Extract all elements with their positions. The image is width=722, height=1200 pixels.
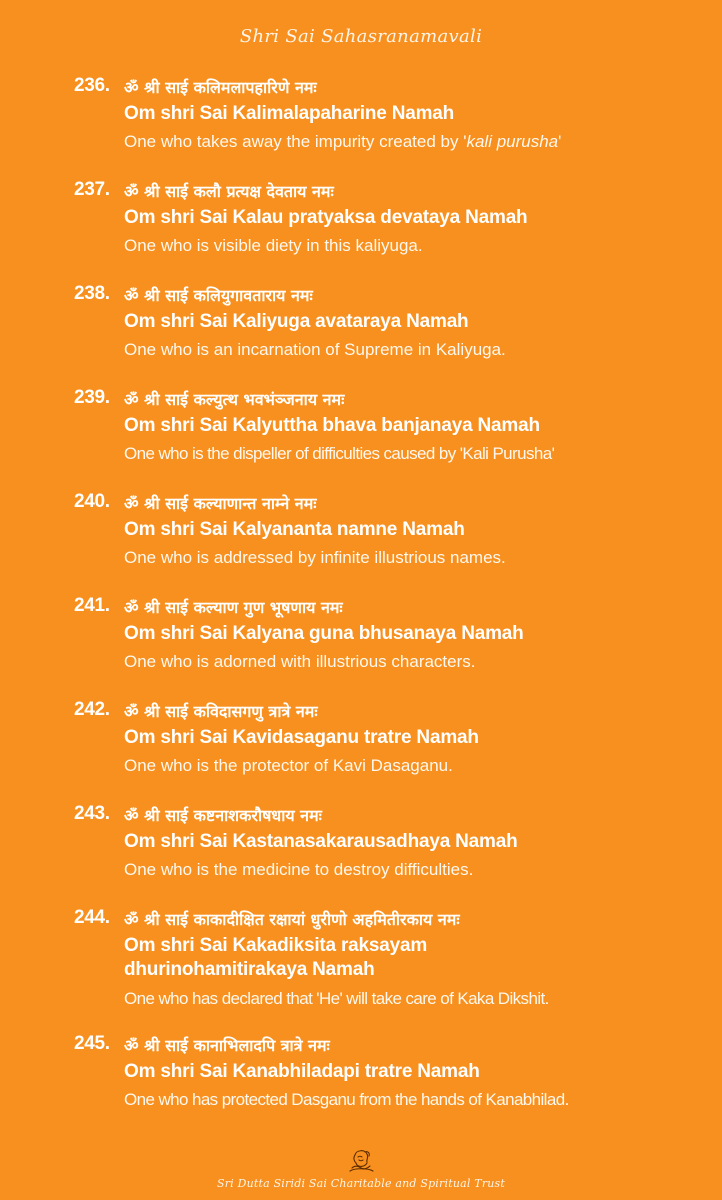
list-item bbox=[0, 699, 722, 803]
devanagari-mantra: ॐ श्री साई कष्टनाशकरौषधाय नमः bbox=[124, 806, 322, 825]
list-item bbox=[0, 491, 722, 595]
meaning: One who has declared that 'He' will take care of Kaka Dikshit. bbox=[124, 989, 549, 1008]
footer-trust-name: Sri Dutta Siridi Sai Charitable and Spiritual Trust bbox=[216, 1177, 506, 1190]
list-item bbox=[0, 283, 722, 387]
devanagari-mantra: ॐ श्री साई कलिमलापहारिणे नमः bbox=[124, 78, 317, 97]
list-item bbox=[0, 595, 722, 699]
entry-number: 240. bbox=[74, 491, 110, 512]
transliteration: Om shri Sai Kastanasakarausadhaya Namah bbox=[124, 831, 518, 852]
meaning: One who is an incarnation of Supreme in Kaliyuga. bbox=[124, 340, 506, 359]
entry-number: 236. bbox=[74, 75, 110, 96]
entry-number: 237. bbox=[74, 179, 110, 200]
meaning: One who is visible diety in this kaliyuga. bbox=[124, 236, 423, 255]
meaning: One who has protected Dasganu from the hands of Kanabhilad. bbox=[124, 1090, 569, 1109]
meaning-text-end: ' bbox=[558, 132, 562, 151]
meaning: One who is the medicine to destroy difficulties. bbox=[124, 860, 474, 879]
entry-number: 238. bbox=[74, 283, 110, 304]
transliteration: Om shri Sai Kavidasaganu tratre Namah bbox=[124, 727, 479, 748]
entry-number: 239. bbox=[74, 387, 110, 408]
entry-number: 244. bbox=[74, 907, 110, 928]
entry-number: 245. bbox=[74, 1033, 110, 1054]
devanagari-mantra: ॐ श्री साई कलौ प्रत्यक्ष देवताय नमः bbox=[124, 182, 334, 201]
transliteration: Om shri Sai Kalyananta namne Namah bbox=[124, 519, 465, 540]
transliteration: Om shri Sai Kakadiksita raksayam bbox=[124, 935, 428, 956]
name-list bbox=[0, 75, 722, 1137]
transliteration: Om shri Sai Kaliyuga avataraya Namah bbox=[124, 311, 469, 332]
meaning bbox=[124, 132, 561, 152]
sai-baba-sketch-icon bbox=[346, 1146, 376, 1172]
devanagari-mantra: ॐ श्री साई कानाभिलादपि त्रात्रे नमः bbox=[124, 1036, 330, 1055]
entry-number: 242. bbox=[74, 699, 110, 720]
meaning: One who is the protector of Kavi Dasaganu. bbox=[124, 756, 453, 775]
transliteration: Om shri Sai Kalau pratyaksa devataya Namah bbox=[124, 207, 528, 228]
transliteration: Om shri Sai Kalyuttha bhava banjanaya Namah bbox=[124, 415, 540, 436]
page-title: Shri Sai Sahasranamavali bbox=[239, 26, 483, 47]
devanagari-mantra: ॐ श्री साई कल्युत्थ भवभंञ्जनाय नमः bbox=[124, 390, 345, 409]
devanagari-mantra: ॐ श्री साई कविदासगणु त्रात्रे नमः bbox=[124, 702, 318, 721]
list-item bbox=[0, 179, 722, 283]
devanagari-mantra: ॐ श्री साई काकादीक्षित रक्षायां धुरीणो अहमितीरकाय नमः bbox=[124, 910, 460, 929]
devanagari-mantra: ॐ श्री साई कल्याणान्त नाम्ने नमः bbox=[124, 494, 317, 513]
entry-number: 243. bbox=[74, 803, 110, 824]
list-item bbox=[0, 75, 722, 179]
transliteration-line-2: dhurinohamitirakaya Namah bbox=[124, 959, 375, 980]
devanagari-mantra: ॐ श्री साई कलियुगावताराय नमः bbox=[124, 286, 313, 305]
list-item bbox=[0, 907, 722, 1033]
meaning: One who is the dispeller of difficulties caused by 'Kali Purusha' bbox=[124, 444, 555, 463]
meaning: One who is addressed by infinite illustrious names. bbox=[124, 548, 506, 567]
transliteration: Om shri Sai Kalimalapaharine Namah bbox=[124, 103, 455, 124]
transliteration: Om shri Sai Kanabhiladapi tratre Namah bbox=[124, 1061, 480, 1082]
meaning-text: One who takes away the impurity created by ' bbox=[124, 132, 467, 151]
devanagari-mantra: ॐ श्री साई कल्याण गुण भूषणाय नमः bbox=[124, 598, 343, 617]
list-item bbox=[0, 1033, 722, 1137]
list-item bbox=[0, 803, 722, 907]
meaning: One who is adorned with illustrious characters. bbox=[124, 652, 476, 671]
list-item bbox=[0, 387, 722, 491]
entry-number: 241. bbox=[74, 595, 110, 616]
transliteration: Om shri Sai Kalyana guna bhusanaya Namah bbox=[124, 623, 524, 644]
meaning-italic-term: kali purusha bbox=[466, 132, 559, 151]
